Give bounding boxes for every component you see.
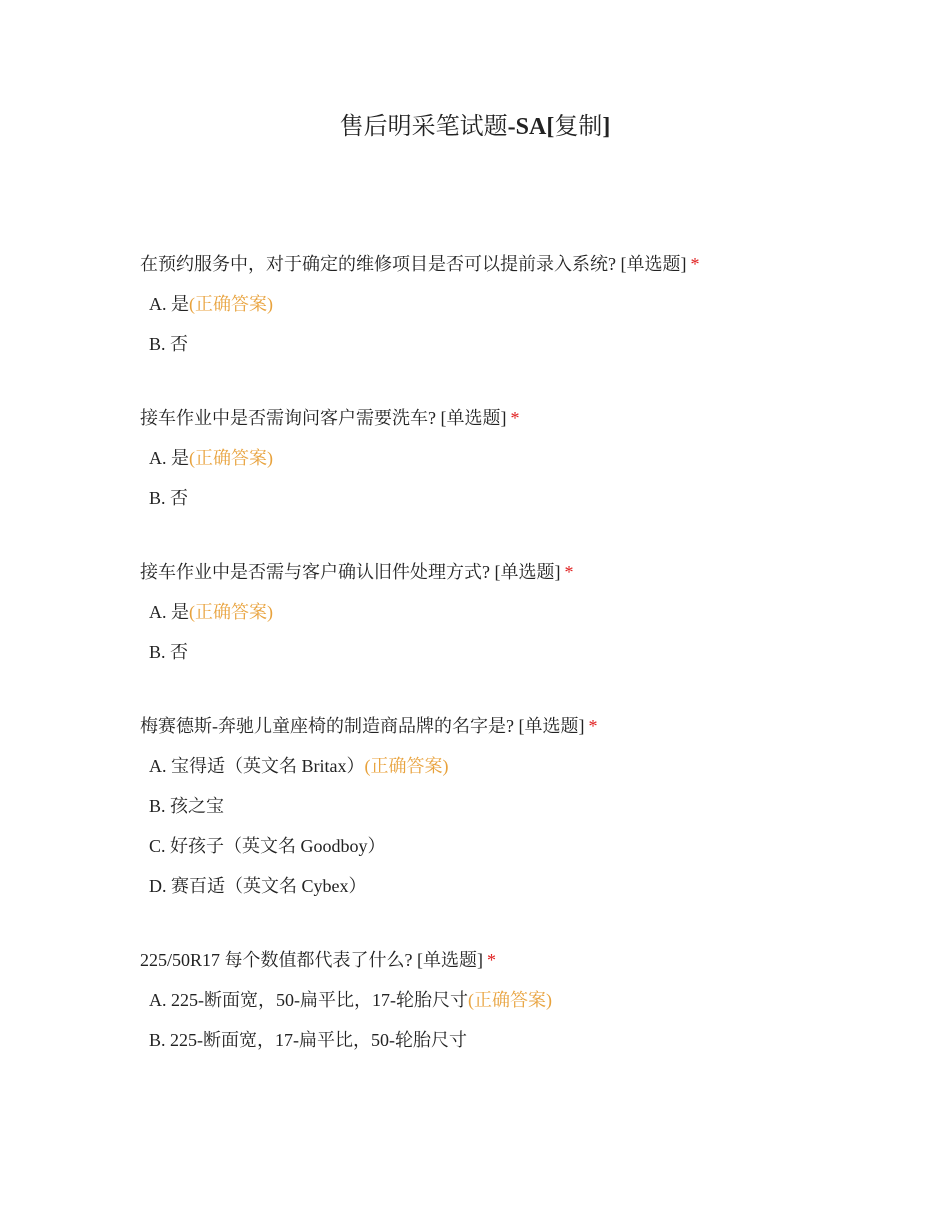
answer-option [140,788,900,828]
option-label: C. 好孩子（英文名 Goodboy） [149,836,386,856]
question-block [140,404,900,520]
answer-option [140,868,900,908]
answer-option [140,634,900,674]
required-mark: * [588,716,598,736]
question-title: 接车作业中是否需询问客户需要洗车? [140,408,436,428]
question-type: [单选题] [417,950,483,970]
question-text [140,404,900,432]
question-block [140,712,900,908]
question-type: [单选题] [518,716,585,736]
required-mark: * [487,950,496,970]
answer-option [140,480,900,520]
answer-option [140,828,900,868]
title-suffix: -SA[ [507,114,555,140]
required-mark: * [510,408,520,428]
required-mark: * [690,254,700,274]
question-block [140,250,900,366]
correct-answer-tag: (正确答案) [189,294,273,314]
question-text [140,946,900,974]
question-title: 接车作业中是否需与客户确认旧件处理方式? [140,562,490,582]
correct-answer-tag: (正确答案) [467,990,552,1010]
option-label: A. 225-断面宽，50-扁平比，17-轮胎尺寸 [149,990,468,1010]
title-copy: 复制 [554,114,603,140]
answer-option [140,748,900,788]
correct-answer-tag: (正确答案) [189,448,273,468]
page-title [0,110,950,144]
question-block [140,946,900,1062]
question-block [140,558,900,674]
question-text [140,250,900,278]
question-type: [单选题] [620,254,687,274]
question-text [140,558,900,586]
question-title: 梅赛德斯-奔驰儿童座椅的制造商品牌的名字是? [140,716,514,736]
required-mark: * [564,562,574,582]
question-text [140,712,900,740]
correct-answer-tag: (正确答案) [189,602,273,622]
correct-answer-tag: (正确答案) [364,756,449,776]
question-title: 225/50R17 每个数值都代表了什么? [140,950,413,970]
title-main: 售后明采笔试题 [339,114,508,140]
option-label: B. 否 [149,642,189,662]
option-label: A. 是 [149,602,189,622]
answer-option [140,440,900,480]
option-label: A. 宝得适（英文名 Britax） [149,756,365,776]
question-list [140,250,900,1100]
option-label: B. 孩之宝 [149,796,225,816]
question-type: [单选题] [494,562,561,582]
option-label: B. 否 [149,334,189,354]
option-label: A. 是 [149,448,189,468]
answer-option [140,982,900,1022]
answer-option [140,1022,900,1062]
option-label: B. 否 [149,488,189,508]
option-label: B. 225-断面宽，17-扁平比，50-轮胎尺寸 [149,1030,467,1050]
option-label: A. 是 [149,294,189,314]
question-type: [单选题] [440,408,507,428]
answer-option [140,594,900,634]
option-label: D. 赛百适（英文名 Cybex） [149,876,367,896]
answer-option [140,326,900,366]
question-title: 在预约服务中，对于确定的维修项目是否可以提前录入系统? [140,254,616,274]
answer-option [140,286,900,326]
title-close: ] [602,114,611,140]
